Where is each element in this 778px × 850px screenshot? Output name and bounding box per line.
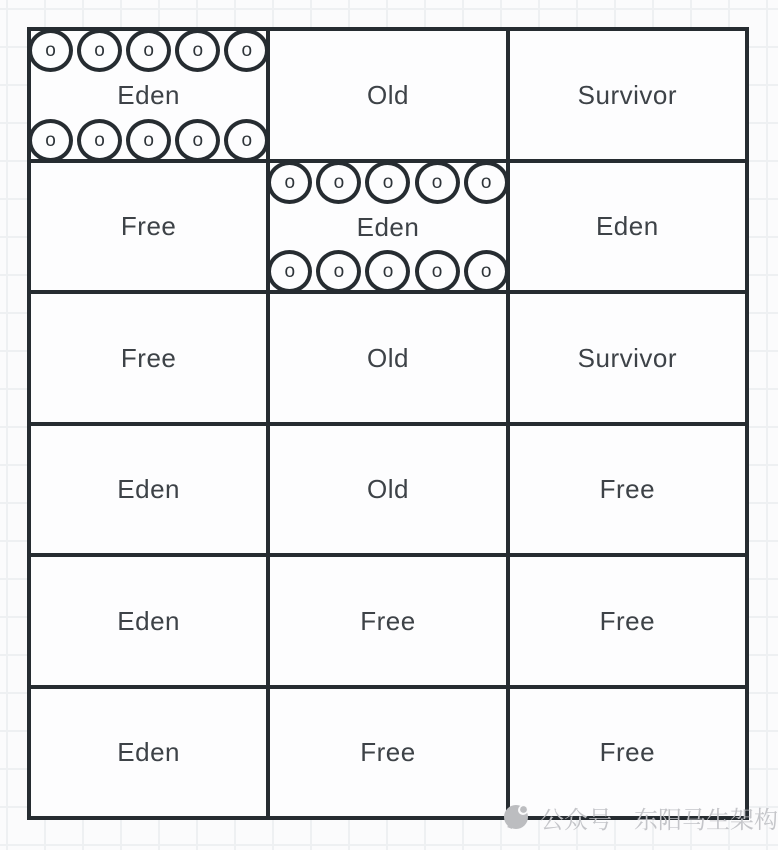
region-cell (270, 426, 505, 554)
object-circle: o (175, 119, 220, 162)
object-row (29, 29, 268, 72)
object-circle: o (126, 29, 171, 72)
object-circle: o (28, 29, 73, 72)
region-cell (510, 163, 745, 291)
region-label: Free (360, 605, 416, 636)
region-cell (270, 163, 505, 291)
heap-region-table (27, 27, 749, 820)
region-label: Free (120, 342, 177, 373)
region-label: Eden (117, 474, 181, 505)
region-cell (31, 557, 266, 685)
object-circle: o (415, 250, 460, 293)
region-cell (510, 557, 745, 685)
region-cell (31, 689, 266, 817)
region-label: Eden (595, 211, 659, 242)
region-label: Free (360, 737, 416, 768)
region-cell (510, 294, 745, 422)
region-cell (31, 31, 266, 159)
region-label: Free (120, 211, 177, 242)
region-cell (270, 31, 505, 159)
object-circle: o (267, 161, 312, 204)
object-circle: o (415, 161, 460, 204)
object-circle: o (365, 250, 410, 293)
object-circle: o (175, 29, 220, 72)
object-circle: o (224, 29, 269, 72)
object-circle: o (464, 250, 509, 293)
watermark-channel-label: 公众号 (540, 806, 612, 834)
object-row (268, 250, 507, 293)
region-label: Old (367, 342, 409, 373)
region-label: Free (599, 605, 656, 636)
region-cell (270, 689, 505, 817)
region-cell (31, 294, 266, 422)
object-circle: o (365, 161, 410, 204)
region-cell (31, 163, 266, 291)
region-label: Free (599, 737, 656, 768)
region-label: Survivor (577, 342, 677, 373)
object-circle: o (316, 250, 361, 293)
region-cell (510, 689, 745, 817)
object-circle: o (267, 250, 312, 293)
region-label: Free (599, 474, 656, 505)
object-circle: o (126, 119, 171, 162)
object-circle: o (77, 119, 122, 162)
region-label: Eden (117, 80, 181, 111)
watermark (503, 801, 778, 833)
region-cell (270, 294, 505, 422)
region-cell (510, 31, 745, 159)
object-circle: o (28, 119, 73, 162)
region-label: Old (367, 79, 409, 110)
object-row (268, 161, 507, 204)
region-label: Old (367, 474, 409, 505)
region-cell (31, 426, 266, 554)
object-circle: o (224, 119, 269, 162)
object-circle: o (77, 29, 122, 72)
region-label: Eden (356, 211, 420, 242)
region-cell (510, 426, 745, 554)
region-cell (270, 557, 505, 685)
object-circle: o (316, 161, 361, 204)
region-label: Survivor (577, 79, 677, 110)
region-label: Eden (117, 605, 181, 636)
wechat-official-account-icon (503, 803, 531, 831)
region-label: Eden (117, 737, 181, 768)
object-circle: o (464, 161, 509, 204)
watermark-account-name: 东阳马生架构 (634, 806, 778, 834)
object-row (29, 119, 268, 162)
